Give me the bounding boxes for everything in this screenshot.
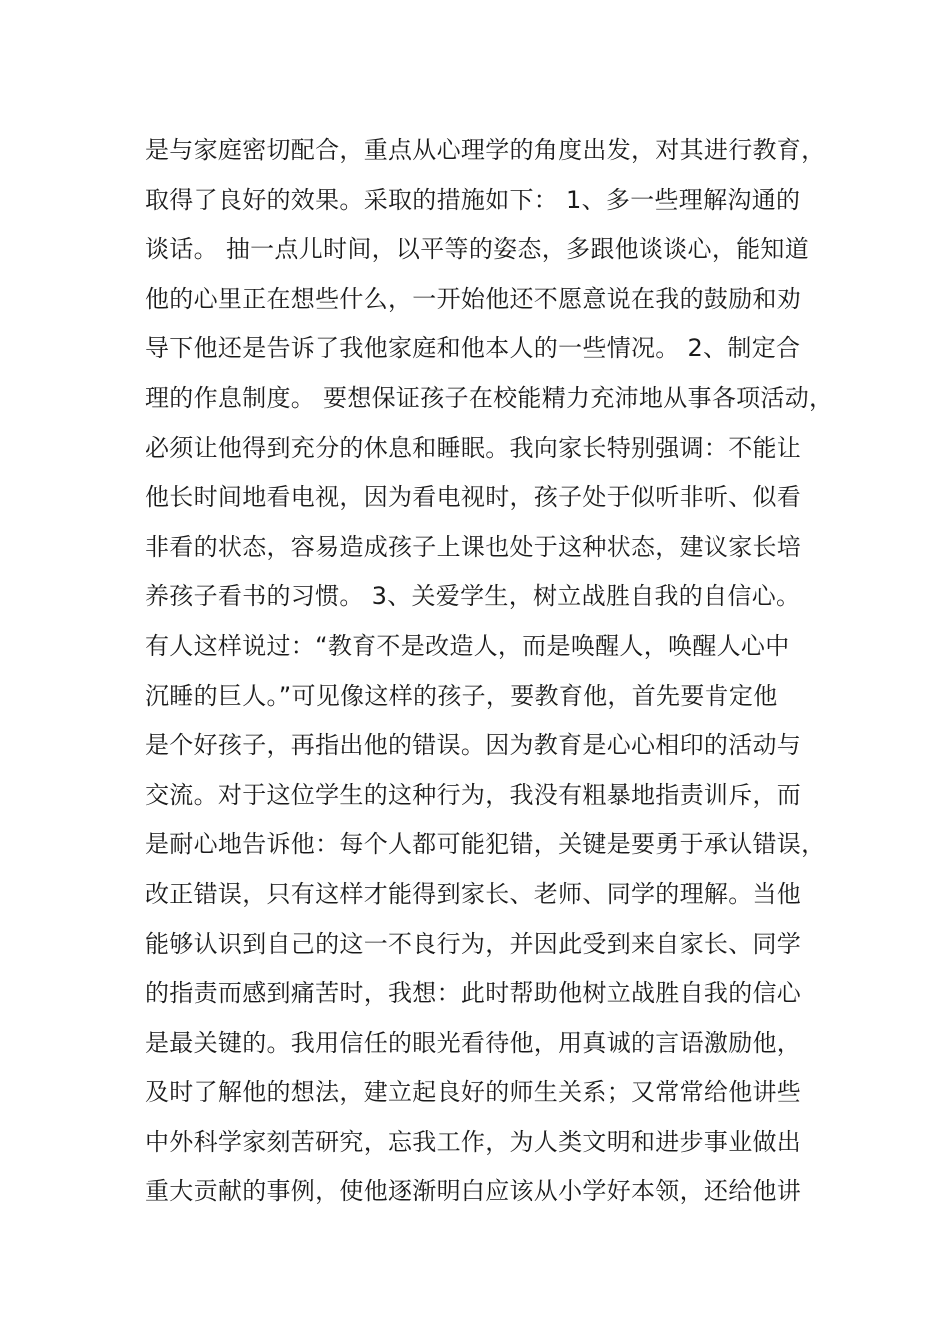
text-line: 是最关键的。我用信任的眼光看待他，用真诚的言语激励他，: [145, 1028, 802, 1057]
text-line: 他的心里正在想些什么，一开始他还不愿意说在我的鼓励和劝: [145, 284, 802, 313]
text-line: 沉睡的巨人。”可见像这样的孩子，要教育他，首先要肯定他: [145, 681, 778, 710]
text-line: 取得了良好的效果。采取的措施如下： 1、多一些理解沟通的: [145, 185, 801, 214]
text-line: 改正错误，只有这样才能得到家长、老师、同学的理解。当他: [145, 879, 802, 908]
text-line: 理的作息制度。 要想保证孩子在校能精力充沛地从事各项活动，: [145, 383, 834, 412]
text-line: 及时了解他的想法，建立起良好的师生关系；又常常给他讲些: [145, 1078, 802, 1107]
text-line: 是与家庭密切配合，重点从心理学的角度出发，对其进行教育，: [145, 136, 826, 164]
text-line: 导下他还是告诉了我他家庭和他本人的一些情况。 2、制定合: [145, 334, 801, 363]
text-line: 是耐心地告诉他：每个人都可能犯错，关键是要勇于承认错误，: [145, 830, 826, 859]
text-line: 交流。对于这位学生的这种行为，我没有粗暴地指责训斥，而: [145, 780, 802, 809]
text-line: 他长时间地看电视，因为看电视时，孩子处于似听非听、似看: [145, 483, 802, 512]
text-line: 必须让他得到充分的休息和睡眠。我向家长特别强调：不能让: [145, 433, 802, 462]
text-line: 重大贡献的事例，使他逐渐明白应该从小学好本领，还给他讲: [145, 1177, 802, 1206]
text-line: 的指责而感到痛苦时，我想：此时帮助他树立战胜自我的信心: [145, 979, 802, 1008]
text-line: 中外科学家刻苦研究，忘我工作，为人类文明和进步事业做出: [145, 1127, 802, 1156]
text-line: 是个好孩子，再指出他的错误。因为教育是心心相印的活动与: [145, 731, 802, 760]
text-line: 谈话。 抽一点儿时间，以平等的姿态，多跟他谈谈心，能知道: [145, 235, 810, 264]
text-line: 养孩子看书的习惯。 3、关爱学生，树立战胜自我的自信心。: [145, 582, 801, 611]
body-text: [145, 126, 835, 1217]
text-line: 非看的状态，容易造成孩子上课也处于这种状态，建议家长培: [145, 532, 802, 561]
text-line: 能够认识到自己的这一不良行为，并因此受到来自家长、同学: [145, 929, 802, 958]
text-line: 有人这样说过：“教育不是改造人，而是唤醒人，唤醒人心中: [145, 631, 790, 660]
